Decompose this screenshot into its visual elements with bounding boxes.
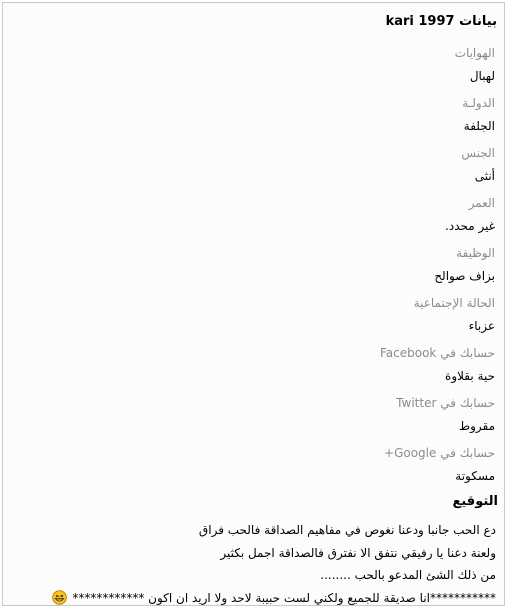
hobbies-value: لهبال — [469, 69, 495, 83]
country-value: الجلفة — [463, 119, 495, 133]
twitter-label: حسابك في Twitter — [396, 396, 495, 410]
laughing-smiley-icon — [52, 590, 67, 605]
google-plus-value: مسكوتة — [455, 469, 495, 483]
facebook-value: حية بقلاوة — [445, 369, 495, 383]
signature-line-2: ولعنة دعنا يا رفيقي نتفق الا نفترق فالصداقة اجمل بكثير — [220, 546, 496, 560]
marital-status-label: الحالة الإجتماعية — [413, 296, 495, 310]
marital-status-value: عزباء — [468, 319, 495, 333]
profile-panel — [2, 2, 505, 606]
facebook-label: حسابك في Facebook — [380, 346, 495, 360]
google-plus-label: حسابك في Google+ — [384, 446, 495, 460]
age-value: غير محدد. — [445, 219, 495, 233]
signature-title: التوقيع — [452, 494, 498, 509]
job-label: الوظيفة — [456, 246, 495, 260]
profile-title: بيانات kari 1997 — [385, 14, 497, 29]
signature-line-3: من ذلك الشئ المدعو بالحب ........ — [320, 568, 496, 582]
gender-label: الجنس — [461, 146, 495, 160]
job-value: بزاف صوالح — [434, 269, 495, 283]
country-label: الدولـة — [462, 96, 495, 110]
hobbies-label: الهوايات — [454, 46, 495, 60]
signature-line-4: ***********انا صديقة للجميع ولكني لست حبيبة لاحد ولا اريد ان اكون ************ — [72, 591, 496, 605]
signature-line-1: دع الحب جانبا ودعنا نغوص في مفاهيم الصداقة فالحب فراق — [198, 523, 496, 537]
gender-value: أنثى — [474, 169, 495, 183]
signature-line-4-row — [51, 590, 496, 605]
twitter-value: مقروط — [458, 419, 495, 433]
age-label: العمر — [468, 196, 495, 210]
